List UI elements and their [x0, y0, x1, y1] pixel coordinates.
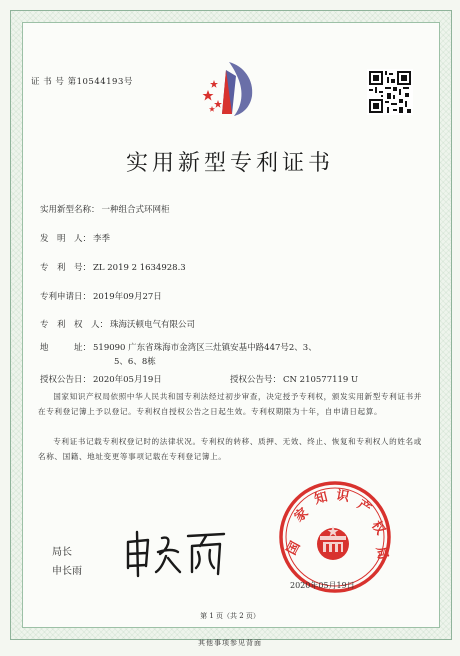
cnipa-logo-icon	[196, 56, 262, 122]
field-value: CN 210577119 U	[283, 375, 359, 385]
svg-text:知: 知	[313, 489, 330, 508]
field-value: 珠海沃顿电气有限公司	[110, 320, 196, 330]
field-value: 2020年05月19日	[93, 375, 162, 385]
page-indicator: 第 1 页（共 2 页）	[200, 612, 260, 620]
svg-text:识: 识	[334, 488, 351, 506]
field-label: 专 利 权 人：	[40, 320, 109, 330]
footer-note: 其他事项参见背面	[198, 639, 262, 647]
svg-text:产: 产	[354, 497, 374, 517]
certificate-number: 证 书 号 第10544193号	[31, 77, 133, 87]
field-label: 地 址：	[40, 343, 92, 353]
field-application-date	[40, 290, 162, 302]
handwritten-signature-icon	[122, 528, 230, 580]
svg-text:权: 权	[368, 518, 388, 538]
field-value: 2019年09月27日	[93, 292, 162, 302]
field-address	[40, 341, 317, 353]
certificate-title: 实用新型专利证书	[125, 151, 334, 176]
field-grant-number	[230, 373, 358, 385]
field-patent-number	[40, 261, 186, 273]
notice-paragraph-2: 专利证书记载专利权登记时的法律状况。专利权的转移、质押、无效、终止、恢复和专利权人的姓名或名称、国籍、地址变更等事项记载在专利登记簿上。	[38, 437, 422, 461]
seal-date: 2020年05月19日	[290, 581, 355, 590]
field-label: 授权公告日：	[40, 375, 92, 385]
qr-code-icon	[367, 69, 413, 115]
signature-name: 申长雨	[52, 566, 82, 577]
svg-text:家: 家	[291, 505, 312, 526]
official-seal-icon	[276, 478, 394, 596]
field-value: 一种组合式环网柜	[101, 205, 170, 215]
svg-text:国: 国	[284, 539, 304, 558]
field-utility-model-name	[40, 203, 170, 215]
field-label: 实用新型名称：	[40, 205, 100, 215]
field-label: 专 利 号：	[40, 263, 92, 273]
field-grant-date	[40, 373, 162, 385]
field-inventor	[40, 232, 110, 244]
field-value: ZL 2019 2 1634928.3	[93, 263, 186, 273]
field-label: 专利申请日：	[40, 292, 92, 302]
field-address-line2: 5、6、8栋	[114, 357, 156, 367]
svg-text:局: 局	[372, 545, 391, 562]
field-patentee	[40, 318, 195, 330]
field-value: 519090 广东省珠海市金湾区三灶镇安基中路447号2、3、	[93, 343, 317, 353]
field-value: 李季	[93, 234, 111, 244]
signature-title: 局长	[52, 547, 72, 558]
field-label: 发 明 人：	[40, 234, 92, 244]
field-label: 授权公告号：	[230, 375, 282, 385]
notice-paragraph-1: 国家知识产权局依照中华人民共和国专利法经过初步审查，决定授予专利权，颁发实用新型专利证书并在专利登记簿上予以登记。专利权自授权公告之日起生效。专利权期限为十年，自申请日起算。	[38, 392, 422, 416]
